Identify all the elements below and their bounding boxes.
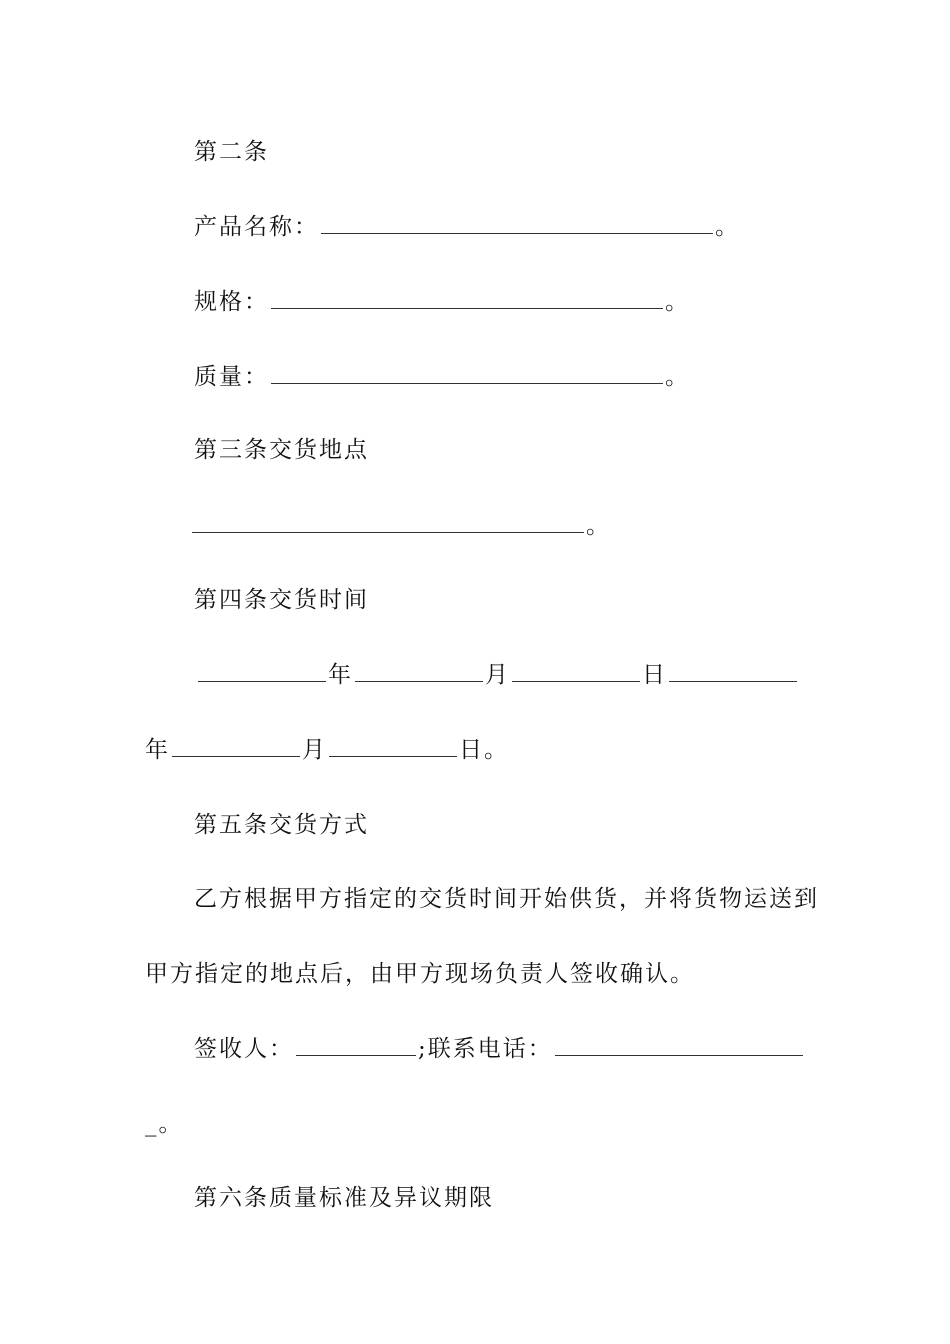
end-day-blank[interactable]	[329, 736, 457, 757]
product-name-row	[194, 212, 740, 242]
product-name-end: 。	[715, 214, 740, 240]
article-5-heading-text: 第五条交货方式	[194, 812, 369, 838]
product-name-label: 产品名称：	[194, 214, 319, 240]
article-5-paragraph-line-1	[194, 884, 819, 914]
signer-label: 签收人：	[194, 1036, 294, 1062]
signer-row	[194, 1034, 805, 1064]
article-5-paragraph-text-2: 甲方指定的地点后，由甲方现场负责人签收确认。	[145, 961, 695, 987]
delivery-place-blank[interactable]	[192, 512, 584, 533]
start-day-label: 日	[642, 662, 667, 688]
signer-row-trail	[145, 1109, 184, 1139]
article-3-heading	[194, 435, 369, 465]
spec-blank[interactable]	[271, 288, 663, 309]
delivery-time-row-2	[145, 735, 509, 765]
quality-row	[194, 362, 690, 392]
article-4-heading	[194, 585, 369, 615]
article-6-heading	[194, 1183, 494, 1213]
start-year-blank[interactable]	[198, 661, 326, 682]
article-2-heading-text: 第二条	[194, 139, 269, 165]
signer-row-trail-text: _。	[145, 1111, 184, 1137]
end-month-blank[interactable]	[172, 736, 300, 757]
article-4-heading-text: 第四条交货时间	[194, 587, 369, 613]
quality-label: 质量：	[194, 364, 269, 390]
start-month-label: 月	[485, 662, 510, 688]
delivery-place-row	[190, 511, 611, 541]
start-day-blank[interactable]	[512, 661, 640, 682]
article-3-heading-text: 第三条交货地点	[194, 437, 369, 463]
end-day-label: 日。	[459, 737, 509, 763]
phone-label: ;联系电话：	[418, 1036, 553, 1062]
article-5-paragraph-text-1: 乙方根据甲方指定的交货时间开始供货，并将货物运送到	[194, 886, 819, 912]
phone-blank[interactable]	[555, 1035, 803, 1056]
delivery-place-end: 。	[586, 513, 611, 539]
article-5-paragraph-line-2	[145, 959, 695, 989]
spec-row	[194, 287, 690, 317]
start-month-blank[interactable]	[355, 661, 483, 682]
article-5-heading	[194, 810, 369, 840]
quality-end: 。	[665, 364, 690, 390]
article-2-heading	[194, 137, 269, 167]
start-year-label: 年	[328, 662, 353, 688]
end-year-label: 年	[145, 737, 170, 763]
article-6-heading-text: 第六条质量标准及异议期限	[194, 1185, 494, 1211]
delivery-time-row-1	[196, 660, 799, 690]
end-year-blank[interactable]	[669, 661, 797, 682]
product-name-blank[interactable]	[321, 213, 713, 234]
end-month-label: 月	[302, 737, 327, 763]
signer-blank[interactable]	[296, 1035, 416, 1056]
spec-end: 。	[665, 289, 690, 315]
quality-blank[interactable]	[271, 363, 663, 384]
spec-label: 规格：	[194, 289, 269, 315]
